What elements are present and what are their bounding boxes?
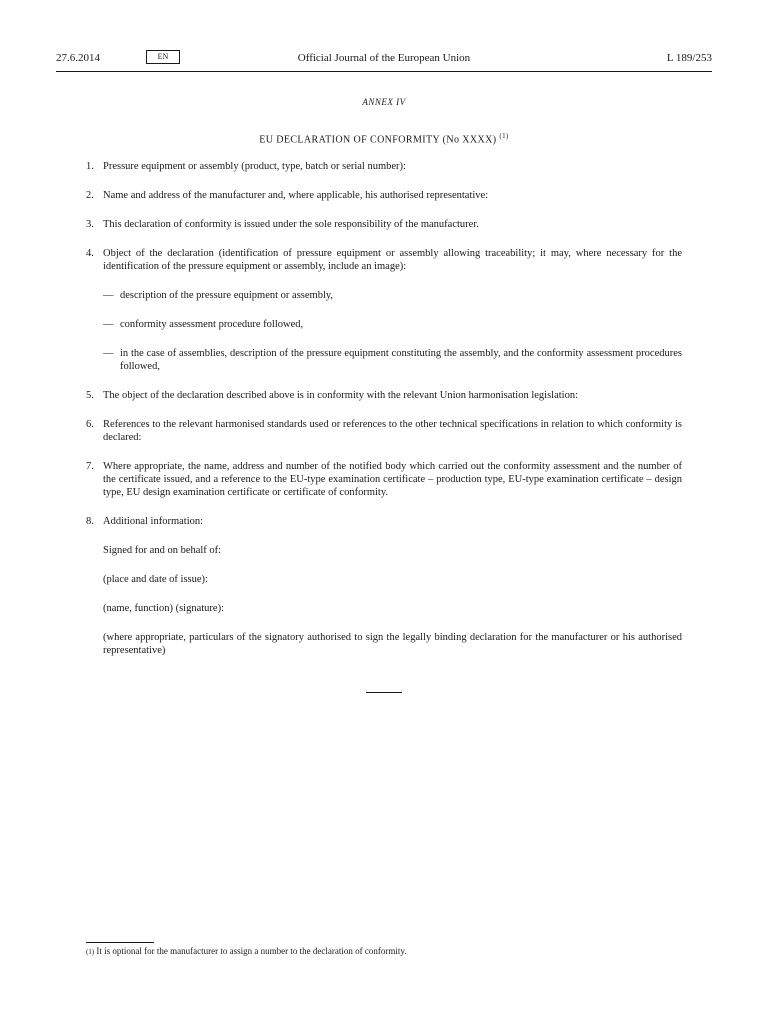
list-item [86, 418, 682, 444]
item-number: 4. [86, 248, 94, 259]
footnote-mark: (1) [86, 948, 95, 956]
declaration-title [0, 132, 768, 145]
footnote [86, 946, 682, 958]
list-item [86, 515, 682, 528]
item-number: 2. [86, 190, 94, 201]
signature-line: Signed for and on behalf of: [103, 545, 222, 556]
declaration-title-text: EU DECLARATION OF CONFORMITY (No XXXX) [259, 134, 497, 146]
list-item [86, 460, 682, 499]
dash-text: description of the pressure equipment or assembly, [120, 290, 334, 301]
dash-item [86, 347, 682, 373]
item-number: 6. [86, 419, 94, 430]
annex-title: ANNEX IV [362, 97, 406, 107]
list-item [86, 189, 682, 202]
signatory-note: (where appropriate, particulars of the signatory authorised to sign the legally binding declaration for the manufacturer or his authorised representative) [103, 632, 682, 656]
item-text: Object of the declaration (identification of pressure equipment or assembly allowing traceability; it may, where necessary for the identification of the pressure equipment or assembly, include an image): [103, 248, 682, 272]
signature-line: (name, function) (signature): [103, 603, 224, 614]
journal-title: Official Journal of the European Union [297, 52, 471, 64]
page-number: L 189/253 [666, 52, 712, 64]
item-text: Pressure equipment or assembly (product, type, batch or serial number): [103, 161, 406, 172]
item-number: 7. [86, 461, 94, 472]
footnote-reference: (1) [499, 132, 509, 140]
item-number: 5. [86, 390, 94, 401]
publication-date: 27.6.2014 [56, 52, 100, 64]
footnote-text: It is optional for the manufacturer to assign a number to the declaration of conformity. [96, 946, 407, 956]
item-number: 3. [86, 219, 94, 230]
item-text: Name and address of the manufacturer and, where applicable, his authorised representative: [103, 190, 489, 201]
dash-item [86, 318, 682, 331]
item-text: Where appropriate, the name, address and number of the notified body which carried out the conformity assessment and the number of the certificate issued, and a reference to the EU-type examination certificate – production type, EU-type examination certificate – design type, EU design examination certificate or certificate of conformity. [103, 461, 682, 498]
item-text: The object of the declaration described above is in conformity with the relevant Union harmonisation legislation: [103, 390, 578, 401]
item-number: 8. [86, 516, 94, 527]
dash-text: in the case of assemblies, description of the pressure equipment constituting the assembly, and the conformity assessment procedures followed, [120, 348, 682, 372]
page-header [56, 50, 712, 68]
section-end-divider [366, 692, 402, 693]
footnote-divider [86, 942, 154, 943]
dash-text: conformity assessment procedure followed, [120, 319, 304, 330]
item-text: References to the relevant harmonised standards used or references to the other technical specifications in relation to which conformity is declared: [103, 419, 682, 443]
dash-item [86, 289, 682, 302]
item-number: 1. [86, 161, 94, 172]
declaration-body [86, 160, 682, 657]
list-item [86, 389, 682, 402]
language-badge: EN [146, 50, 180, 64]
dash-marker: — [103, 319, 114, 330]
list-item [86, 247, 682, 273]
list-item [86, 218, 682, 231]
signature-line: (place and date of issue): [103, 574, 208, 585]
item-text: This declaration of conformity is issued under the sole responsibility of the manufacturer. [103, 219, 479, 230]
dash-marker: — [103, 290, 114, 301]
item-text: Additional information: [103, 516, 204, 527]
list-item [86, 160, 682, 173]
dash-marker: — [103, 348, 114, 359]
header-divider [56, 71, 712, 72]
